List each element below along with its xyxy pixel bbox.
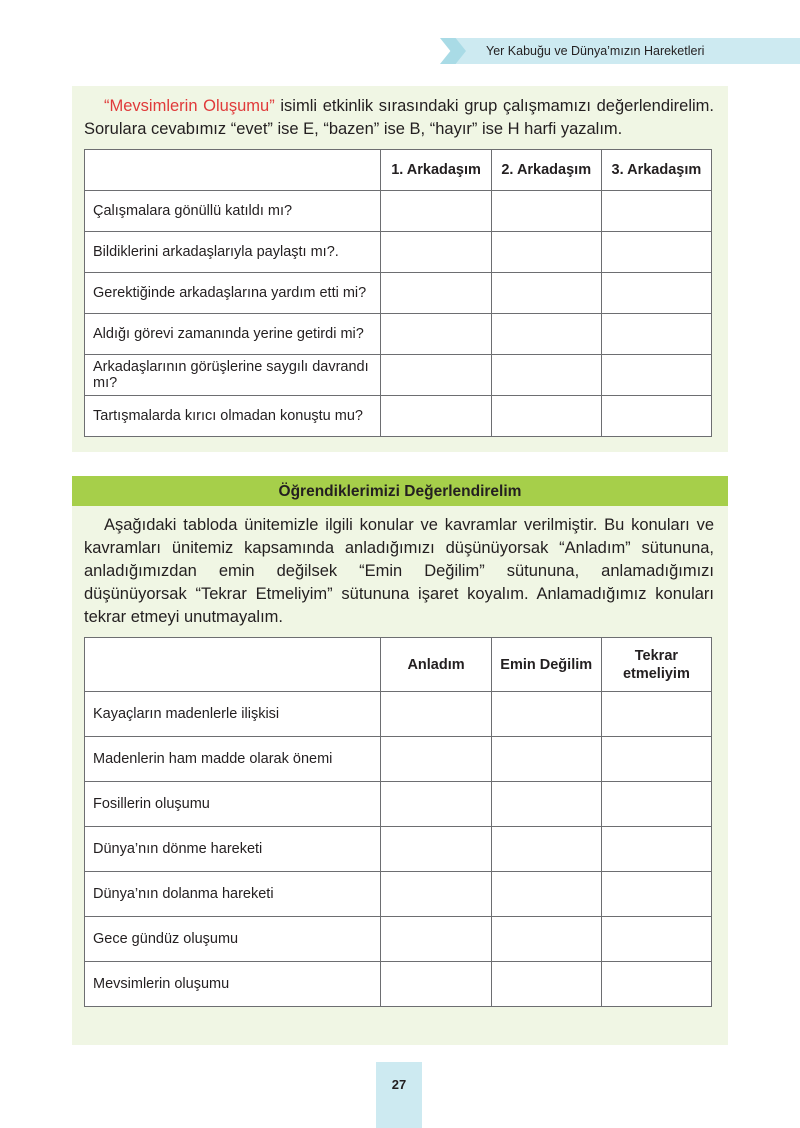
section-title: Öğrendiklerimizi Değerlendirelim <box>278 483 522 500</box>
row-question: Arkadaşlarının görüşlerine saygılı davrandı mı? <box>85 355 381 396</box>
check-cell[interactable] <box>601 827 711 872</box>
table-row <box>85 962 712 1007</box>
table-row <box>85 191 712 232</box>
column-header-repeat <box>601 638 711 692</box>
column-header-not-sure: Emin Değilim <box>491 638 601 692</box>
row-topic: Gece gündüz oluşumu <box>85 917 381 962</box>
answer-cell[interactable] <box>381 396 491 437</box>
table-row <box>85 692 712 737</box>
answer-cell[interactable] <box>491 232 601 273</box>
answer-cell[interactable] <box>491 396 601 437</box>
answer-cell[interactable] <box>381 191 491 232</box>
answer-cell[interactable] <box>601 314 711 355</box>
row-question: Bildiklerini arkadaşlarıyla paylaştı mı?. <box>85 232 381 273</box>
answer-cell[interactable] <box>381 355 491 396</box>
row-question: Gerektiğinde arkadaşlarına yardım etti mi? <box>85 273 381 314</box>
section2-intro: Aşağıdaki tabloda ünitemizle ilgili konular ve kavramlar verilmiştir. Bu konuları ve kavramları ünitemiz kapsamında anladığımızı düşünüyorsak “Anladım” sütununa, anladığımızdan emin değilsek “Emin Değilim” sütununa, anlamadığımızı düşünüyorsak “Tekrar Etmeliyim” sütununa işaret koyalım. Anlamadığımız konuları tekrar etmeyi unutmayalım. <box>84 516 714 626</box>
table-row <box>85 827 712 872</box>
column-header-friend-2: 2. Arkadaşım <box>491 150 601 191</box>
page-number-tab <box>376 1062 422 1128</box>
answer-cell[interactable] <box>491 355 601 396</box>
check-cell[interactable] <box>491 917 601 962</box>
column-header-friend-3: 3. Arkadaşım <box>601 150 711 191</box>
check-cell[interactable] <box>601 872 711 917</box>
check-cell[interactable] <box>601 917 711 962</box>
answer-cell[interactable] <box>381 273 491 314</box>
answer-cell[interactable] <box>601 355 711 396</box>
check-cell[interactable] <box>601 962 711 1007</box>
check-cell[interactable] <box>381 917 491 962</box>
check-cell[interactable] <box>601 692 711 737</box>
check-cell[interactable] <box>491 827 601 872</box>
check-cell[interactable] <box>491 872 601 917</box>
section1-intro <box>84 95 714 141</box>
table-row <box>85 782 712 827</box>
answer-cell[interactable] <box>381 232 491 273</box>
check-cell[interactable] <box>381 872 491 917</box>
activity-name: “Mevsimlerin Oluşumu” <box>104 97 275 115</box>
column-header-understood: Anladım <box>381 638 491 692</box>
row-question: Aldığı görevi zamanında yerine getirdi mi? <box>85 314 381 355</box>
row-topic: Fosillerin oluşumu <box>85 782 381 827</box>
table-row <box>85 872 712 917</box>
peer-evaluation-table <box>84 149 712 437</box>
table-row <box>85 355 712 396</box>
check-cell[interactable] <box>491 692 601 737</box>
row-topic: Mevsimlerin oluşumu <box>85 962 381 1007</box>
table-row <box>85 273 712 314</box>
check-cell[interactable] <box>381 692 491 737</box>
answer-cell[interactable] <box>601 396 711 437</box>
answer-cell[interactable] <box>491 314 601 355</box>
page-number: 27 <box>391 1077 407 1092</box>
table-row <box>85 737 712 782</box>
check-cell[interactable] <box>601 782 711 827</box>
header-title: Yer Kabuğu ve Dünya’mızın Hareketleri <box>486 44 705 58</box>
check-cell[interactable] <box>491 962 601 1007</box>
row-topic: Madenlerin ham madde olarak önemi <box>85 737 381 782</box>
table-row <box>85 917 712 962</box>
row-topic: Dünya’nın dönme hareketi <box>85 827 381 872</box>
check-cell[interactable] <box>491 782 601 827</box>
column-header-question <box>85 150 381 191</box>
column-header-topic <box>85 638 381 692</box>
column-header-repeat-text: Tekrar etmeliyim <box>622 647 690 682</box>
answer-cell[interactable] <box>601 273 711 314</box>
row-topic: Kayaçların madenlerle ilişkisi <box>85 692 381 737</box>
answer-cell[interactable] <box>601 191 711 232</box>
row-topic: Dünya’nın dolanma hareketi <box>85 872 381 917</box>
table-row <box>85 314 712 355</box>
check-cell[interactable] <box>491 737 601 782</box>
answer-cell[interactable] <box>381 314 491 355</box>
check-cell[interactable] <box>381 782 491 827</box>
self-assessment-table <box>84 637 712 1007</box>
section1-intro-text: isimli etkinlik sırasındaki grup çalışmamızı değerlendirelim. Sorulara cevabımız “evet” ise E, “bazen” ise B, “hayır” ise H harfi yazalım. <box>84 97 715 138</box>
row-question: Çalışmalara gönüllü katıldı mı? <box>85 191 381 232</box>
answer-cell[interactable] <box>601 232 711 273</box>
answer-cell[interactable] <box>491 273 601 314</box>
answer-cell[interactable] <box>491 191 601 232</box>
check-cell[interactable] <box>381 962 491 1007</box>
check-cell[interactable] <box>381 827 491 872</box>
table-row <box>85 396 712 437</box>
column-header-friend-1: 1. Arkadaşım <box>381 150 491 191</box>
table-row <box>85 232 712 273</box>
row-question: Tartışmalarda kırıcı olmadan konuştu mu? <box>85 396 381 437</box>
check-cell[interactable] <box>601 737 711 782</box>
check-cell[interactable] <box>381 737 491 782</box>
